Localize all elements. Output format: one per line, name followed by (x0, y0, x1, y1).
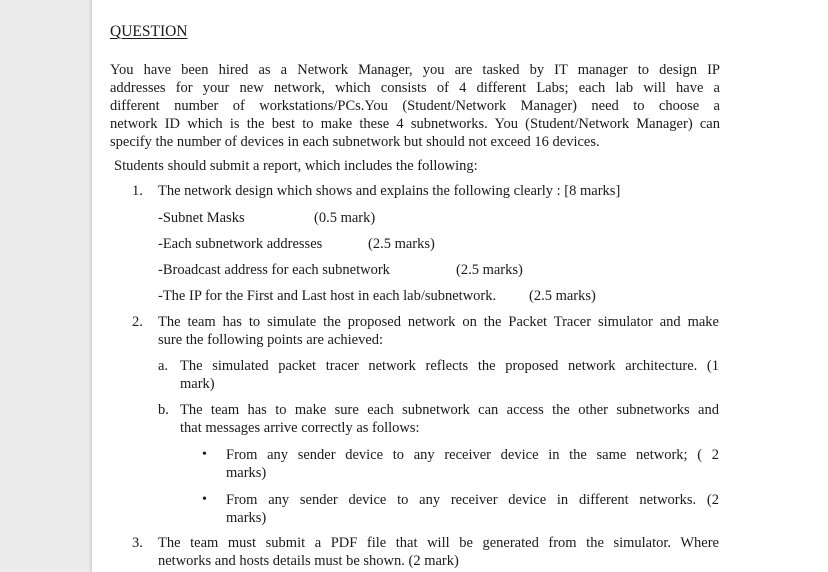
item-3-text (158, 534, 719, 570)
intro-line: addresses for your new network, which consists of 4 different Labs; each lab will have a (110, 80, 720, 96)
item-3-line: The team must submit a PDF file that will be generated from the simulator. Where (158, 535, 719, 551)
item-2b-text (180, 401, 719, 437)
intro-line: different number of workstations/PCs.You (Student/Network Manager) need to choose a (110, 98, 720, 114)
item-3-line: networks and hosts details must be shown. (2 mark) (158, 553, 459, 569)
broadcast-address-marks: (2.5 marks) (456, 262, 523, 278)
item-3-number: 3. (132, 535, 143, 551)
item-2a-line: The simulated packet tracer network reflects the proposed network architecture. (1 (180, 358, 719, 374)
item-2-text (158, 313, 719, 349)
item-1-text: The network design which shows and explains the following clearly : [8 marks] (158, 183, 621, 199)
item-2b-letter: b. (158, 402, 169, 418)
item-2a-text (180, 357, 719, 393)
intro-line: specify the number of devices in each subnetwork but should not exceed 16 devices. (110, 134, 600, 150)
bullet-different-networks (226, 491, 719, 527)
intro-line: You have been hired as a Network Manager, you are tasked by IT manager to design IP (110, 62, 720, 78)
item-1-number: 1. (132, 183, 143, 199)
item-2-line: sure the following points are achieved: (158, 332, 384, 348)
bullet-line: marks) (226, 510, 267, 526)
bullet-icon: • (202, 492, 207, 507)
intro-line: network ID which is the best to make these 4 subnetworks. You (Student/Network Manager) can (110, 116, 720, 132)
subnet-masks-label: -Subnet Masks (158, 210, 245, 226)
item-2-line: The team has to simulate the proposed network on the Packet Tracer simulator and make (158, 314, 719, 330)
bullet-icon: • (202, 447, 207, 462)
first-last-host-marks: (2.5 marks) (529, 288, 596, 304)
bullet-line: From any sender device to any receiver device in different networks. (2 (226, 492, 719, 508)
subnetwork-addresses-label: -Each subnetwork addresses (158, 236, 323, 252)
item-2b-line: The team has to make sure each subnetwork can access the other subnetworks and (180, 402, 719, 418)
broadcast-address-label: -Broadcast address for each subnetwork (158, 262, 390, 278)
bullet-line: From any sender device to any receiver device in the same network; ( 2 (226, 447, 719, 463)
bullet-line: marks) (226, 465, 267, 481)
subnetwork-addresses-marks: (2.5 marks) (368, 236, 435, 252)
item-2-number: 2. (132, 314, 143, 330)
bullet-same-network (226, 446, 719, 482)
item-2a-letter: a. (158, 358, 169, 374)
document-page (92, 0, 828, 572)
submit-intro: Students should submit a report, which includes the following: (114, 158, 478, 174)
subnet-masks-marks: (0.5 mark) (314, 210, 376, 226)
first-last-host-label: -The IP for the First and Last host in each lab/subnetwork. (158, 288, 497, 304)
page-title: QUESTION (110, 23, 188, 40)
item-2b-line: that messages arrive correctly as follows: (180, 420, 420, 436)
intro-paragraph (110, 61, 720, 151)
item-2a-line: mark) (180, 376, 215, 392)
